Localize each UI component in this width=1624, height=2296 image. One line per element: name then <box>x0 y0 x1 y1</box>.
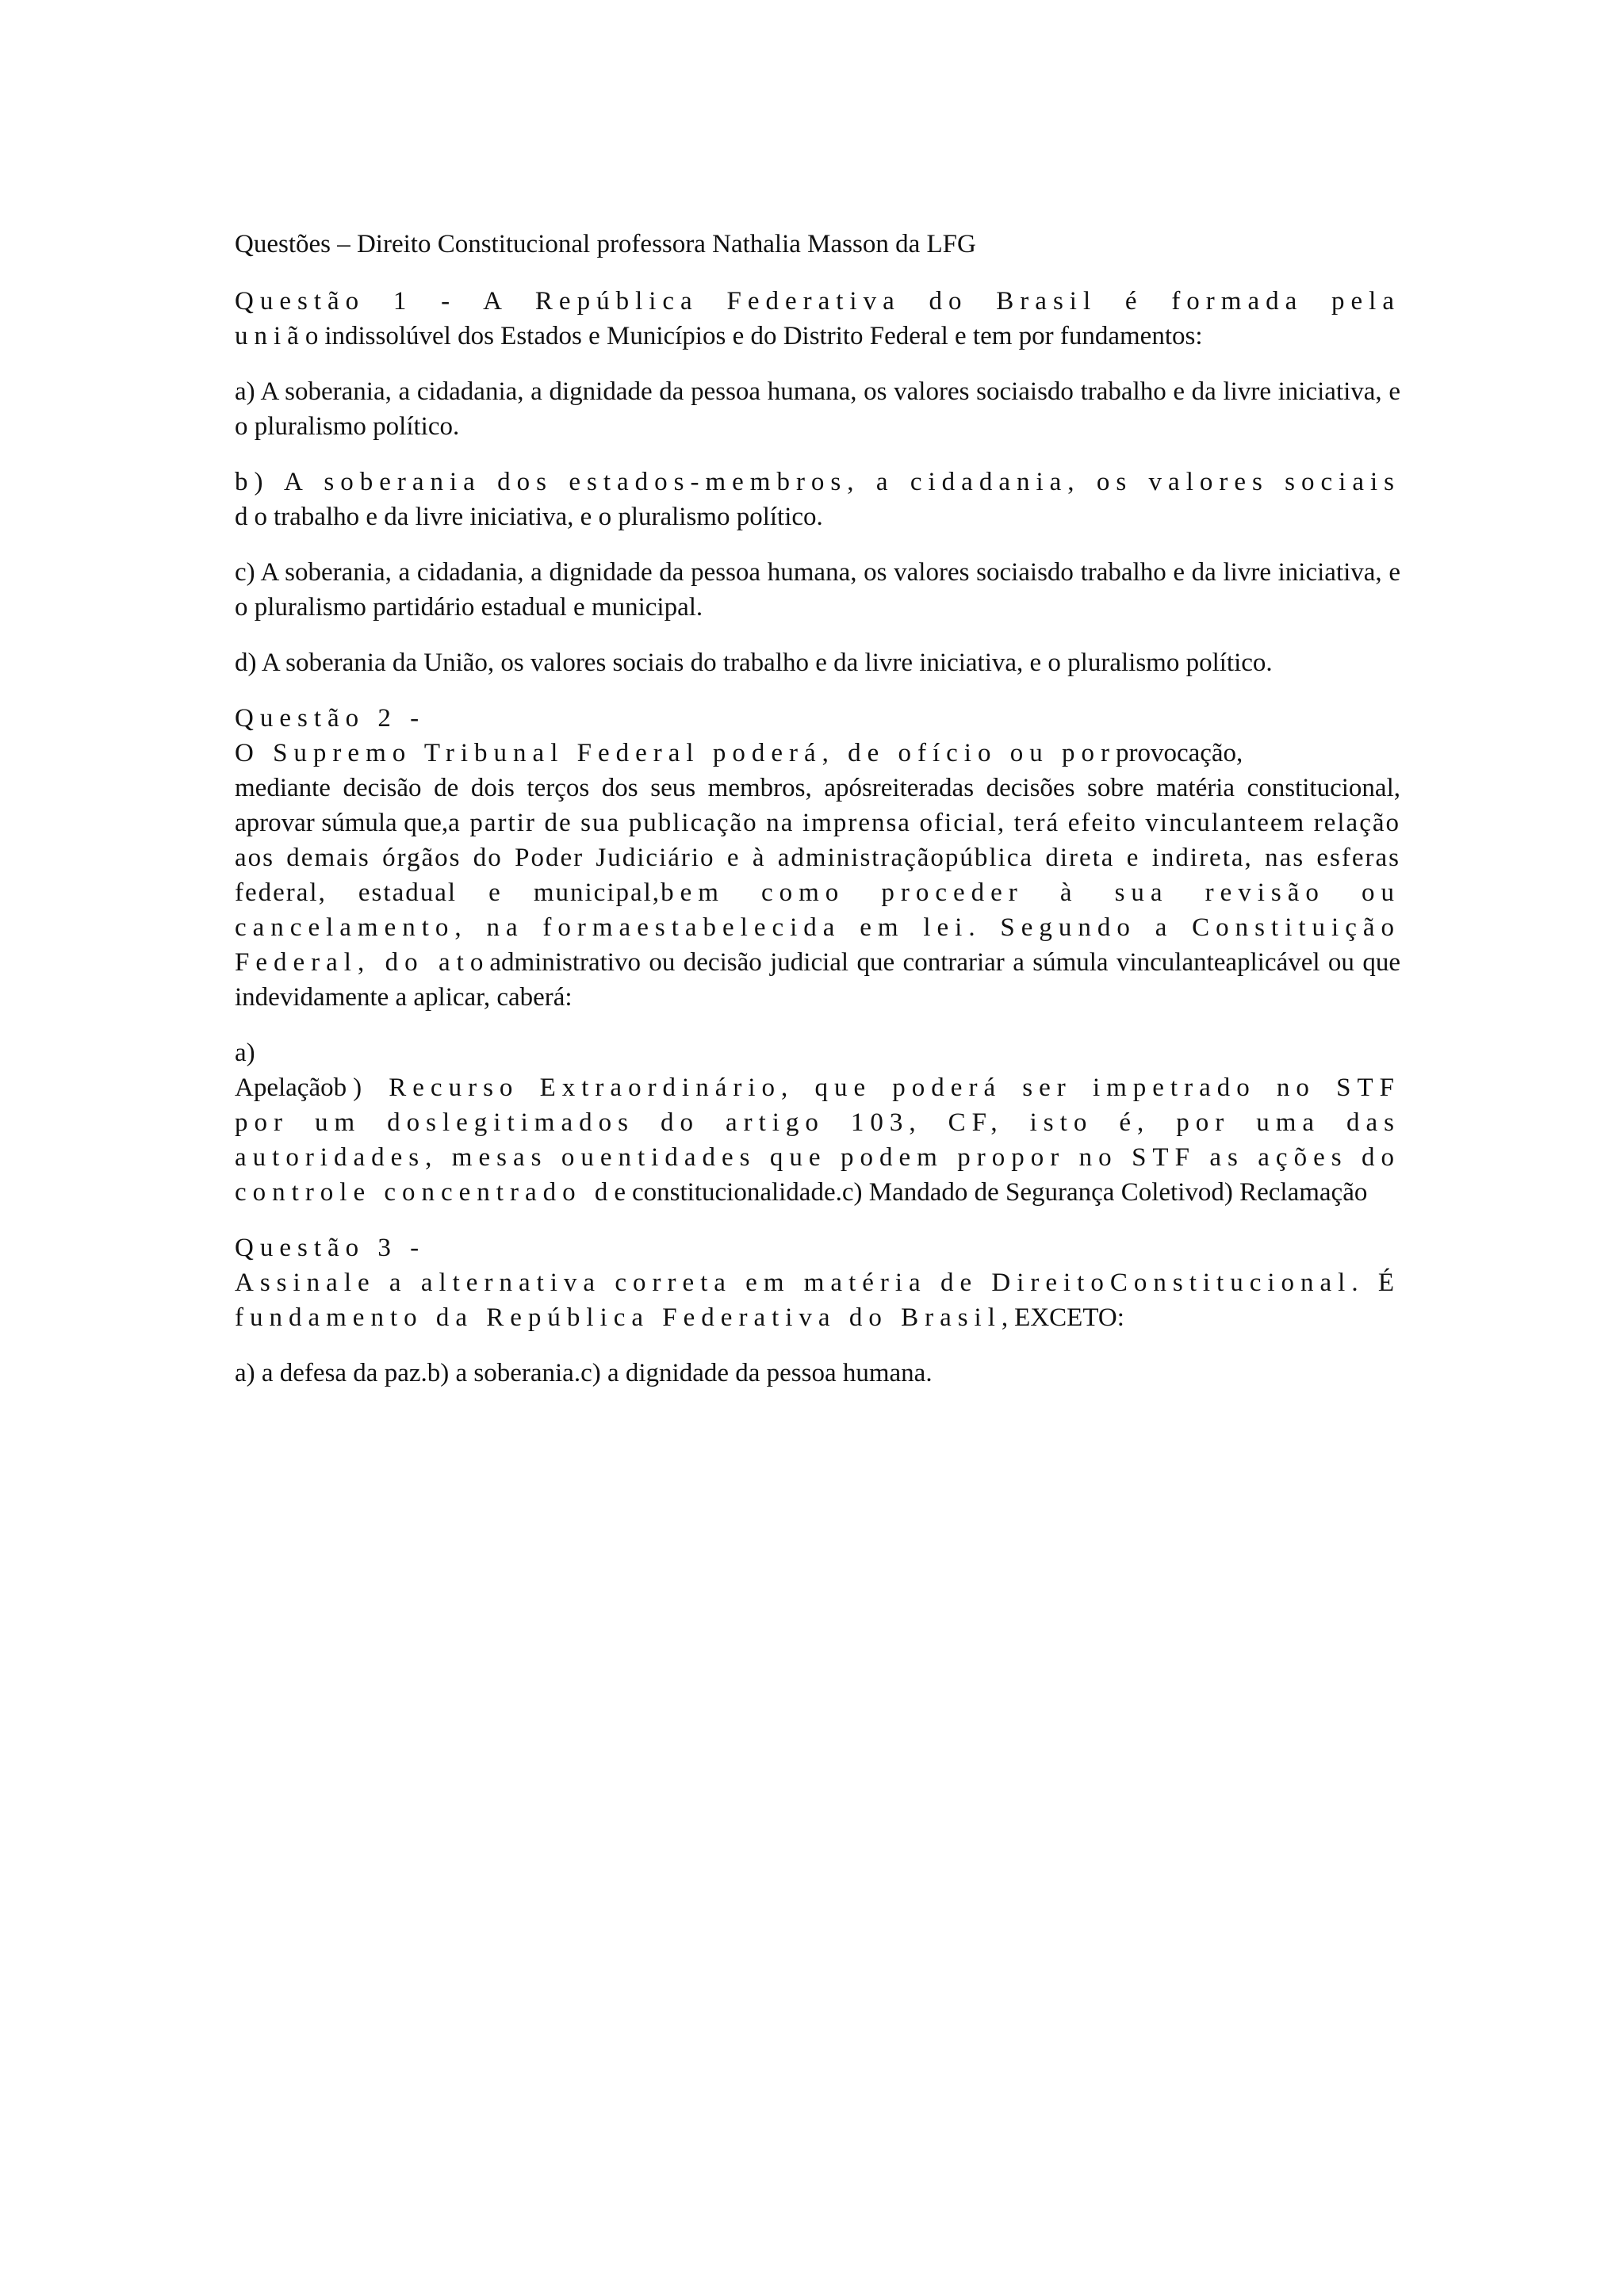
question-2-body <box>235 771 1400 1015</box>
document-header <box>235 227 1400 262</box>
option-b-spaced: b) A soberania dos estados-membros, a cidadania, os valores sociais do <box>235 468 1400 531</box>
answer-b-spaced: b) Recurso Extraordinário, que poderá ser impetrado no STF por um doslegitimados do artigo 103, CF, isto é, por uma das autoridades, mesas ouentidades que podem propor no STF as ações do controle concentrado de <box>235 1073 1400 1207</box>
question-2-text-c: bem como proceder à sua revisão ou cancelamento, na formaestabelecida em lei. Segundo a Constituição Federal, do ato <box>235 878 1401 977</box>
option-b-rest: trabalho e da livre iniciativa, e o pluralismo político. <box>274 503 823 531</box>
option-c-text: c) A soberania, a cidadania, a dignidade da pessoa humana, os valores sociaisdo trabalho e da livre iniciativa, e o pluralismo partidário estadual e municipal. <box>235 558 1400 622</box>
question-3-line-spaced: Assinale a alternativa correta em matéria de DireitoConstitucional. É fundamento da República Federativa do Brasil, <box>235 1269 1400 1332</box>
header-text: Questões – Direito Constitucional professora Nathalia Masson da LFG <box>235 230 976 258</box>
question-1-option-a <box>235 374 1400 444</box>
answer-rest: constitucionalidade.c) Mandado de Segurança Coletivod) Reclamação <box>632 1178 1368 1207</box>
question-2-heading: Questão 2 - <box>235 704 426 733</box>
question-3-heading: Questão 3 - <box>235 1234 426 1262</box>
question-1-statement <box>235 284 1400 354</box>
option-a-text: a) A soberania, a cidadania, a dignidade da pessoa humana, os valores sociaisdo trabalho e da livre iniciativa, e o pluralismo político. <box>235 377 1400 441</box>
option-d-text: d) A soberania da União, os valores sociais do trabalho e da livre iniciativa, e o pluralismo político. <box>235 649 1273 677</box>
question-2-text-d: administrativo ou decisão judicial que contrariar a súmula vinculanteaplicável ou que indevidamente a aplicar, caberá: <box>235 948 1400 1012</box>
question-3-line-rest: EXCETO: <box>1014 1303 1124 1332</box>
question-3-statement <box>235 1230 1400 1335</box>
question-2-text-b: a partir de sua publicação na imprensa oficial, terá efeito vinculanteem relação aos demais órgãos do Poder Judiciário e à administraçãopública direta e indireta, nas esferas federal, estadual e municipal, <box>235 809 1400 907</box>
question-2-line1-rest: provocação, <box>1115 739 1243 767</box>
question-2-text-a: mediante decisão de dois terços dos seus membros, apósreiteradas decisões sobre matéria constitucional, aprovar súmula que, <box>235 774 1400 837</box>
question-2-answers <box>235 1035 1400 1210</box>
question-1-option-c <box>235 555 1400 625</box>
answer-apelacao: Apelação <box>235 1073 334 1102</box>
question-1-option-b <box>235 465 1400 534</box>
answer-a-label: a) <box>235 1039 255 1067</box>
document-page <box>235 227 1400 1411</box>
question-3-options <box>235 1356 1400 1391</box>
question-3-options-text: a) a defesa da paz.b) a soberania.c) a dignidade da pessoa humana. <box>235 1359 933 1387</box>
question-2-statement <box>235 701 1400 1015</box>
question-2-line1-spaced: O Supremo Tribunal Federal poderá, de ofício ou por <box>235 739 1116 767</box>
question-1-intro-spaced: Questão 1 - A República Federativa do Brasil é formada pela união <box>235 287 1400 350</box>
question-1-option-d <box>235 645 1400 680</box>
question-1-intro-rest: indissolúvel dos Estados e Municípios e do Distrito Federal e tem por fundamentos: <box>324 322 1203 350</box>
